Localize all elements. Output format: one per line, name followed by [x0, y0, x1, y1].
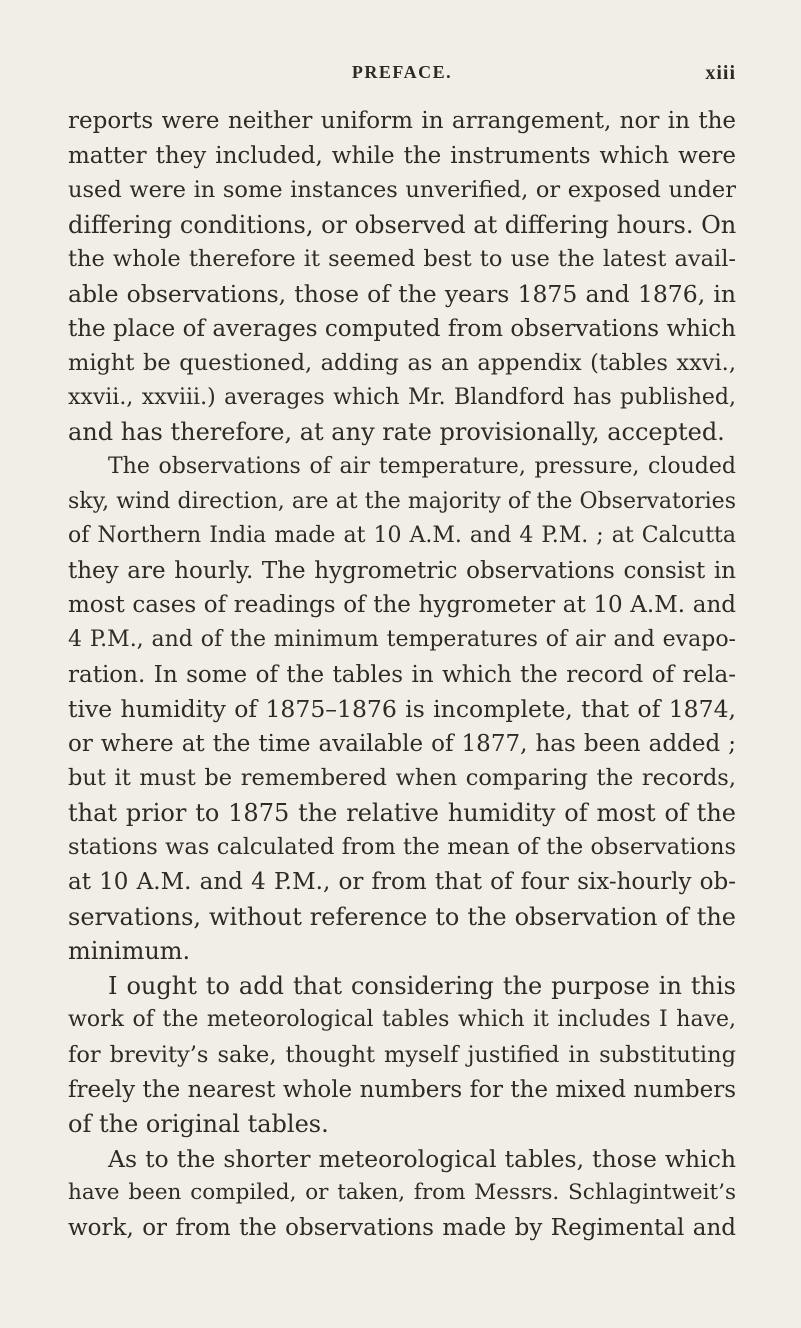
- text-line: used were in some instances unverified, or exposed under: [68, 177, 736, 204]
- text-line: work, or from the observations made by Regimental and: [68, 1215, 736, 1241]
- text-line: the whole therefore it seemed best to use the latest avail-: [68, 246, 736, 273]
- running-head: [68, 62, 736, 86]
- text-line: stations was calculated from the mean of the observations: [68, 834, 736, 861]
- text-line: freely the nearest whole numbers for the mixed numbers: [68, 1076, 736, 1103]
- text-line: of Northern India made at 10 A.M. and 4 P.M. ; at Calcutta: [68, 523, 736, 549]
- text-line: most cases of readings of the hygrometer at 10 A.M. and: [68, 592, 736, 619]
- text-line: servations, without reference to the observation of the: [68, 902, 736, 931]
- text-line: but it must be remembered when comparing the records,: [68, 765, 736, 792]
- text-line: tive humidity of 1875–1876 is incomplete, that of 1874,: [68, 695, 736, 724]
- text-line: the place of averages computed from observations which: [68, 315, 736, 342]
- page-number: xiii: [705, 62, 736, 84]
- text-line: As to the shorter meteorological tables, those which: [108, 1144, 736, 1173]
- text-line: I ought to add that considering the purpose in this: [108, 971, 736, 1000]
- text-line: able observations, those of the years 1875 and 1876, in: [68, 279, 736, 308]
- text-line: minimum.: [68, 937, 191, 966]
- text-line: The observations of air temperature, pressure, clouded: [108, 453, 736, 479]
- text-line: 4 P.M., and of the minimum temperatures of air and evapo-: [68, 626, 736, 652]
- text-line: differing conditions, or observed at differing hours. On: [68, 210, 736, 239]
- text-line: that prior to 1875 the relative humidity of most of the: [68, 798, 736, 827]
- text-line: might be questioned, adding as an appendix (tables xxvi.,: [68, 350, 736, 377]
- text-line: they are hourly. The hygrometric observations consist in: [68, 557, 736, 584]
- text-line: ration. In some of the tables in which the record of rela-: [68, 661, 736, 688]
- body-text: [68, 104, 736, 1246]
- text-line: or where at the time available of 1877, has been added ;: [68, 730, 736, 757]
- text-line: and has therefore, at any rate provisionally, accepted.: [68, 418, 725, 447]
- text-line: have been compiled, or taken, from Messrs. Schlagintweit’s: [68, 1180, 736, 1206]
- text-line: matter they included, while the instruments which were: [68, 142, 736, 169]
- text-line: of the original tables.: [68, 1110, 329, 1139]
- text-line: at 10 A.M. and 4 P.M., or from that of four six-hourly ob-: [68, 869, 736, 896]
- page-title: PREFACE.: [351, 62, 453, 82]
- text-line: xxvii., xxviii.) averages which Mr. Blandford has published,: [68, 384, 736, 410]
- text-line: sky, wind direction, are at the majority of the Observatories: [68, 488, 736, 514]
- text-line: work of the meteorological tables which it includes I have,: [68, 1007, 736, 1033]
- text-line: for brevity’s sake, thought myself justified in substituting: [68, 1042, 736, 1069]
- text-line: reports were neither uniform in arrangement, nor in the: [68, 108, 736, 134]
